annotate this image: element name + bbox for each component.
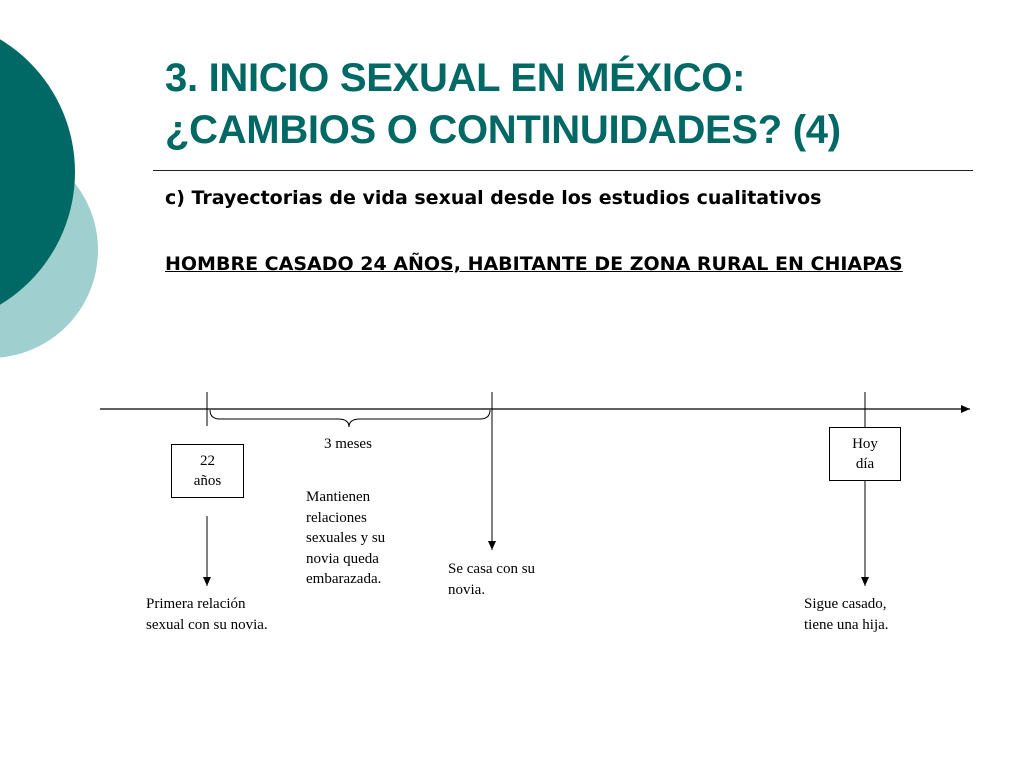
marriage-event-text: Se casa con su novia. (448, 561, 536, 598)
title-line-2: ¿CAMBIOS O CONTINUIDADES? (4) (165, 108, 841, 152)
start-age-box (171, 444, 244, 498)
first-event-text: Primera relación sexual con su novia. (146, 596, 268, 633)
start-age-unit: años (193, 473, 222, 489)
duration-label: 3 meses (324, 436, 372, 452)
today-event-text: Sigue casado, tiene una hija. (804, 596, 889, 633)
today-line-1: Hoy (852, 436, 878, 452)
today-line-2: día (855, 456, 875, 472)
start-age-value: 22 (200, 453, 215, 469)
subtitle: c) Trayectorias de vida sexual desde los estudios cualitativos (165, 187, 822, 209)
today-box (829, 427, 901, 481)
case-heading: HOMBRE CASADO 24 AÑOS, HABITANTE DE ZONA RURAL EN CHIAPAS (165, 253, 903, 275)
title-line-1: 3. INICIO SEXUAL EN MÉXICO: (165, 56, 746, 100)
duration-brace (210, 410, 490, 427)
during-event-text: Mantienen relaciones sexuales y su novia queda embarazada. (306, 489, 386, 587)
